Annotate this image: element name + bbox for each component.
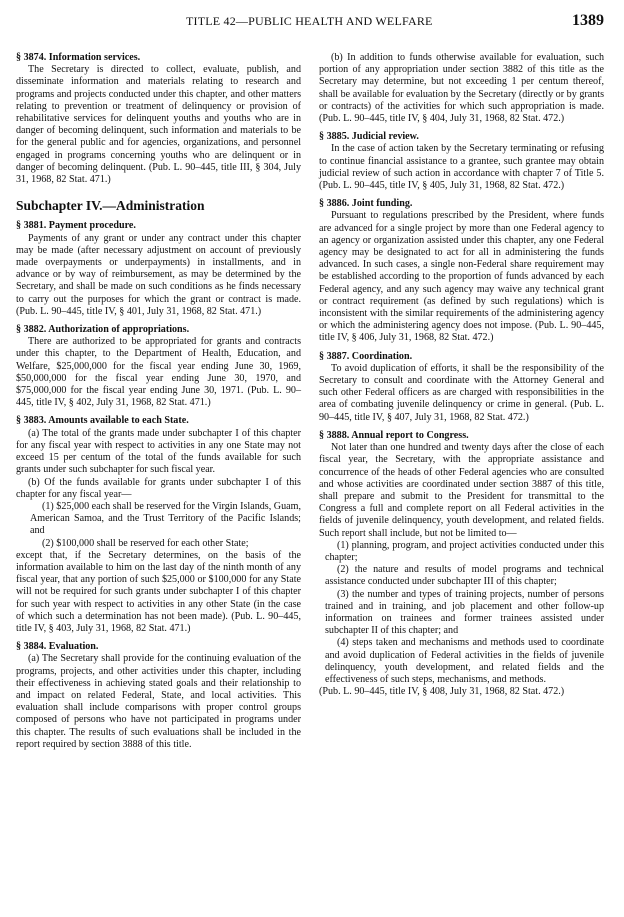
section-3886-heading: § 3886. Joint funding. (319, 198, 413, 210)
section-3888-text: Not later than one hundred and twenty days after the close of each fiscal year, the Secretary, with the appropriate assistance and concurrence of the heads of other Federal agencies who are consulted and whose activities are coordinated under section 3887 of this title, shall prepare and submit to the President for transmittal to the Congress a full and complete report on all Federal activities in the fields of juvenile delinquency, youth development, and related fields. Such report shall include, but not be limited to— (319, 442, 604, 539)
section-3883-heading: § 3883. Amounts available to each State. (16, 415, 189, 427)
right-column (319, 52, 604, 698)
section-3883-b-paragraph-2: (2) $100,000 shall be reserved for each other State; (42, 537, 249, 549)
section-3882-text: There are authorized to be appropriated for grants and contracts under this chapter, to the Department of Health, Education, and Welfare, $25,000,000 for the fiscal year ending June 30, 1969, $50,000,000 for the fiscal year ending June 30, 1970, and $75,000,000 for the fiscal year ending June 30, 1971. (Pub. L. 90–445, title IV, § 402, July 31, 1968, 82 Stat. 471.) (16, 336, 301, 409)
section-3883-subsection-b: (b) Of the funds available for grants under subchapter I of this chapter for any fiscal year— (16, 476, 301, 500)
running-title: TITLE 42—PUBLIC HEALTH AND WELFARE (186, 14, 433, 28)
section-3888-paragraph-3: (3) the number and types of training projects, number of persons trained and in training, and job placement and other follow-up information on trainees and former trainees assisted under subchapter II of this chapter; and (325, 588, 604, 637)
section-3887-text: To avoid duplication of efforts, it shall be the responsibility of the Secretary to consult and coordinate with the Attorney General and such other Federal officers as are charged with responsibilities in the area of combating juvenile delinquency or crime in general. (Pub. L. 90–445, title IV, § 407, July 31, 1968, 82 Stat. 472.) (319, 362, 604, 423)
running-header (16, 12, 608, 34)
section-3885-heading: § 3885. Judicial review. (319, 131, 419, 143)
section-3881-text: Payments of any grant or under any contract under this chapter may be made (after necessary adjustment on account of previously made overpayments or underpayments) in installments, and in advance or by way of reimbursement, as may be determined by the Secretary, and shall be made on such conditions as he finds necessary to carry out the purposes for which the grant or contract is made. (Pub. L. 90–445, title IV, § 401, July 31, 1968, 82 Stat. 471.) (16, 232, 301, 317)
section-3883-b-paragraph-1: (1) $25,000 each shall be reserved for the Virgin Islands, Guam, American Samoa, and the Trust Territory of the Pacific Islands; and (30, 500, 301, 537)
section-3874-text: The Secretary is directed to collect, evaluate, publish, and disseminate information and materials relating to research and programs and projects conducted under this chapter, and other matters relating to prevention or treatment of delinquency or provision of rehabilitative services for delinquent youths and youths who are in danger of becoming delinquent, such information and materials to be for the general public and for agencies, organizations, and personnel engaged in programs concerning youths who are delinquent or in danger of becoming delinquent. (Pub. L. 90–445, title III, § 304, July 31, 1968, 82 Stat. 471.) (16, 64, 301, 186)
page-number: 1389 (572, 12, 604, 29)
section-3888-heading: § 3888. Annual report to Congress. (319, 429, 469, 441)
section-3888-paragraph-2: (2) the nature and results of model programs and technical assistance conducted under subchapter III of this chapter; (325, 564, 604, 588)
section-3882-heading: § 3882. Authorization of appropriations. (16, 324, 190, 336)
subchapter-heading: Subchapter IV.—Administration (16, 198, 205, 214)
section-3887-heading: § 3887. Coordination. (319, 350, 413, 362)
section-3884-subsection-b: (b) In addition to funds otherwise available for evaluation, such portion of any appropriation under section 3882 of this title as the Secretary may determine, but not exceeding 1 per centum thereof, shall be available for evaluation by the Secretary (directly or by grants or contracts) of the activities for which such appropriation is made. (Pub. L. 90–445, title IV, § 404, July 31, 1968, 82 Stat. 472.) (319, 52, 604, 125)
section-3888-paragraph-1: (1) planning, program, and project activities conducted under this chapter; (325, 539, 604, 563)
section-3888-citation: (Pub. L. 90–445, title IV, § 408, July 31, 1968, 82 Stat. 472.) (319, 686, 565, 698)
section-3886-text: Pursuant to regulations prescribed by the President, where funds are advanced for a single project by more than one Federal agency to an agency or organization assisted under this chapter, any one Federal agency may be designated to act for all in administering the funds advanced. In such cases, a single non-Federal share requirement may be established according to the proportion of funds advanced by each Federal agency, and any such agency may waive any technical grant or contract requirement (as defined by such regulations) which is inconsistent with the similar requirements of the administering agency or which the administering agency does not impose. (Pub. L. 90–445, title IV, § 406, July 31, 1968, 82 Stat. 472.) (319, 210, 604, 344)
section-3888-paragraph-4: (4) steps taken and mechanisms and methods used to coordinate and avoid duplication of Federal activities in the fields of juvenile delinquency, youth development, and related fields and the effectiveness of such steps, mechanisms, and methods. (325, 637, 604, 685)
section-3883-proviso: except that, if the Secretary determines, on the basis of the information available to him on the last day of the ninth month of any fiscal year, that any portion of such $25,000 or $100,000 for any State will not be required for such grants under subchapter I of this chapter for such year with respect to activities in any other State (in the case of which such a determination has not been made). (Pub. L. 90–445, title IV, § 403, July 31, 1968, 82 Stat. 471.) (16, 549, 301, 634)
section-3885-text: In the case of action taken by the Secretary terminating or refusing to continue financial assistance to a grantee, such grantee may obtain judicial review of such action in accordance with chapter 7 of Title 5. (Pub. L. 90–445, title IV, § 405, July 31, 1968, 82 Stat. 472.) (319, 143, 604, 192)
section-3884-heading: § 3884. Evaluation. (16, 641, 99, 653)
section-3874-heading: § 3874. Information services. (16, 52, 141, 63)
section-3881-heading: § 3881. Payment procedure. (16, 220, 136, 232)
section-3884-subsection-a: (a) The Secretary shall provide for the continuing evaluation of the programs, projects, and other activities under this chapter, including their effectiveness in achieving stated goals and their relationship to and impact on related Federal, State, and local activities. This evaluation shall include comparisons with proper control groups composed of persons who have not participated in programs under this chapter. The results of such evaluations shall be included in the report required by section 3888 of this title. (16, 653, 301, 750)
left-column (16, 52, 301, 751)
section-3883-subsection-a: (a) The total of the grants made under subchapter I of this chapter for any fiscal year with respect to activities in any one State may not exceed 15 per centum of the total of the funds available for such grants under such subchapter for such fiscal year. (16, 427, 301, 476)
